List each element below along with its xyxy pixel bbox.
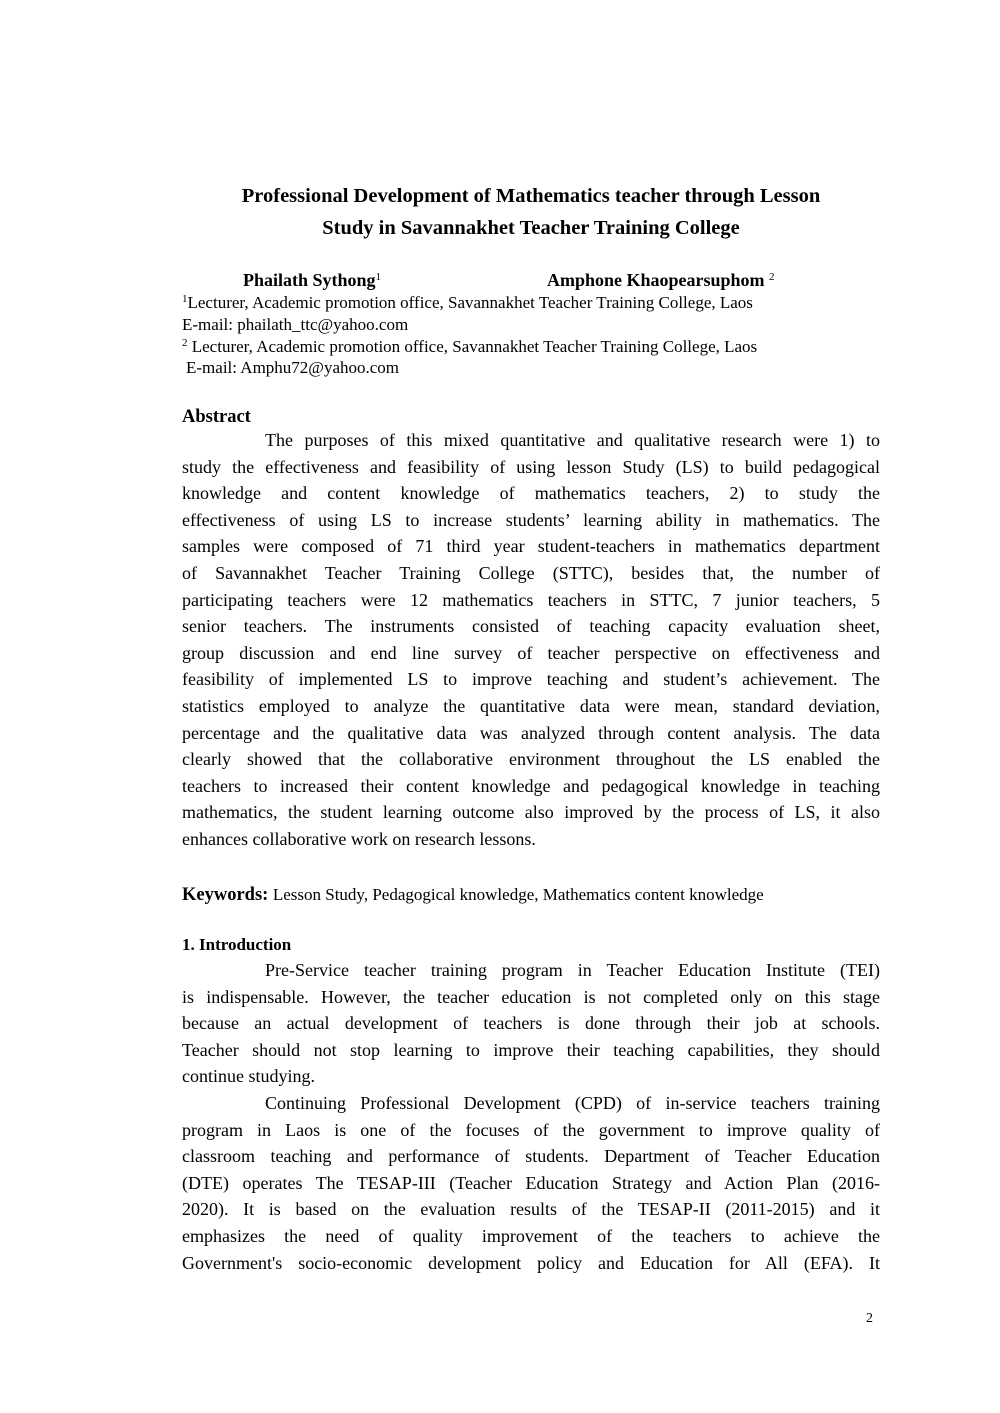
paragraph-line: because an actual development of teachers is done through their job at schools.: [182, 1013, 880, 1034]
affiliation: [182, 336, 757, 357]
abstract-line: The purposes of this mixed quantitative and qualitative research were 1) to: [265, 430, 880, 450]
paragraph-line: continue studying.: [182, 1066, 315, 1087]
author-superscript: 1: [375, 271, 382, 283]
paper-title: [182, 180, 880, 244]
affiliation-superscript: 1: [182, 293, 188, 305]
paragraph-line: Continuing Professional Development (CPD) of in-service teachers training: [265, 1093, 880, 1113]
introduction-paragraph: [182, 1090, 880, 1276]
abstract-line: study the effectiveness and feasibility of using lesson Study (LS) to build pedagogical: [182, 456, 880, 477]
abstract-line: feasibility of implemented LS to improve teaching and student’s achievement. The: [182, 669, 880, 690]
abstract-line: percentage and the qualitative data was analyzed through content analysis. The data: [182, 722, 880, 743]
author-email: E-mail: Amphu72@yahoo.com: [186, 358, 400, 377]
abstract-line: samples were composed of 71 third year student-teachers in mathematics department: [182, 536, 880, 557]
abstract-line: of Savannakhet Teacher Training College (STTC), besides that, the number of: [182, 562, 880, 583]
abstract-line: participating teachers were 12 mathematics teachers in STTC, 7 junior teachers, 5: [182, 589, 880, 610]
abstract-line: clearly showed that the collaborative environment throughout the LS enabled the: [182, 749, 880, 770]
abstract-line: effectiveness of using LS to increase students’ learning ability in mathematics. The: [182, 509, 880, 530]
paragraph-line: Teacher should not stop learning to improve their teaching capabilities, they should: [182, 1039, 880, 1060]
introduction-heading: 1. Introduction: [182, 935, 292, 954]
author-name-text: Amphone Khaopearsuphom: [547, 270, 765, 290]
abstract-line: senior teachers. The instruments consisted of teaching capacity evaluation sheet,: [182, 616, 880, 637]
affiliation-superscript: 2: [182, 337, 188, 349]
author-superscript: 2: [769, 271, 775, 283]
paragraph-line: classroom teaching and performance of students. Department of Teacher Education: [182, 1146, 880, 1167]
paragraph-line: is indispensable. However, the teacher education is not completed only on this stage: [182, 986, 880, 1007]
abstract-line: knowledge and content knowledge of mathematics teachers, 2) to study the: [182, 483, 880, 504]
paragraph-line: Government's socio-economic development policy and Education for All (EFA). It: [182, 1252, 880, 1273]
title-line: Professional Development of Mathematics teacher through Lesson: [241, 185, 821, 207]
abstract-body: [182, 427, 880, 853]
paragraph-line: program in Laos is one of the focuses of the government to improve quality of: [182, 1119, 880, 1140]
abstract-line: statistics employed to analyze the quantitative data were mean, standard deviation,: [182, 695, 880, 716]
introduction-paragraph: [182, 957, 880, 1090]
abstract-heading: Abstract: [182, 407, 251, 427]
paragraph-line: Pre-Service teacher training program in Teacher Education Institute (TEI): [265, 960, 880, 980]
abstract-line: group discussion and end line survey of teacher perspective on effectiveness and: [182, 642, 880, 663]
affiliation-text: Lecturer, Academic promotion office, Savannakhet Teacher Training College, Laos: [187, 293, 753, 312]
paragraph-line: 2020). It is based on the evaluation results of the TESAP-II (2011-2015) and it: [182, 1199, 880, 1220]
keywords: [182, 881, 764, 908]
abstract-line: enhances collaborative work on research lessons.: [182, 828, 536, 849]
keywords-text: Lesson Study, Pedagogical knowledge, Mathematics content knowledge: [272, 885, 764, 904]
author-name: [243, 268, 381, 292]
page-number: 2: [866, 1311, 873, 1326]
paragraph-line: (DTE) operates The TESAP-III (Teacher Education Strategy and Action Plan (2016-: [182, 1172, 880, 1193]
affiliation-text: Lecturer, Academic promotion office, Savannakhet Teacher Training College, Laos: [191, 337, 758, 356]
paragraph-line: emphasizes the need of quality improvement of the teachers to achieve the: [182, 1225, 880, 1246]
keywords-label: Keywords:: [182, 885, 269, 905]
abstract-line: teachers to increased their content knowledge and pedagogical knowledge in teaching: [182, 775, 880, 796]
affiliation: [182, 292, 753, 313]
author-email: E-mail: phailath_ttc@yahoo.com: [182, 315, 409, 334]
title-line: Study in Savannakhet Teacher Training College: [322, 217, 740, 239]
author-name-text: Phailath Sythong: [243, 270, 376, 290]
author-name: [547, 268, 775, 292]
abstract-line: mathematics, the student learning outcome also improved by the process of LS, it also: [182, 802, 880, 823]
